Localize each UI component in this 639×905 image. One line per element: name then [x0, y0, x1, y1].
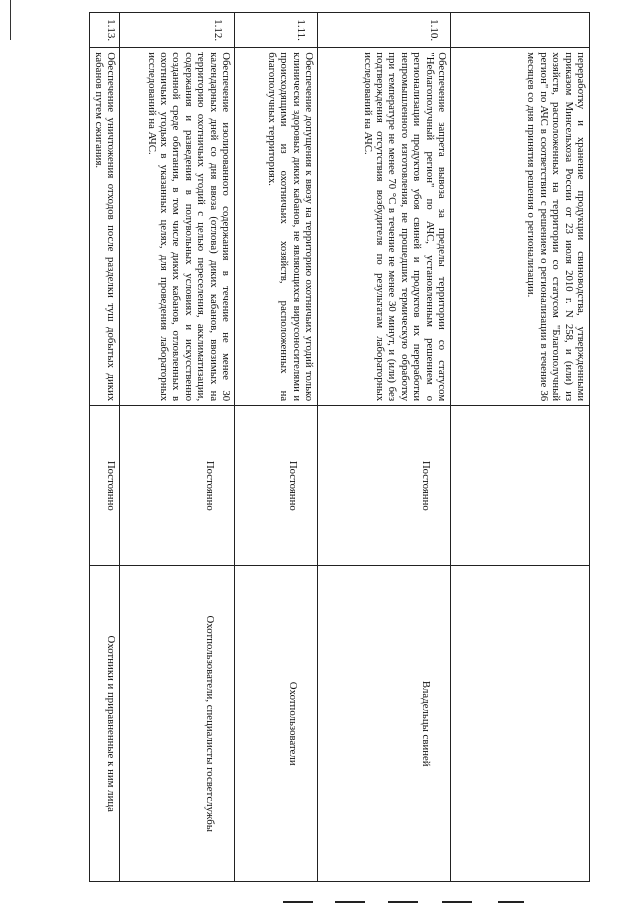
measure-responsible: Владельцы свиней	[318, 566, 451, 882]
scan-dash-mark	[442, 901, 472, 903]
measure-description: Обеспечение запрета вывоза за пределы территории со статусом "Неблагополучный регион" по АЧС, установленным решением о регионализации продуктов убоя свиней и продуктов их переработки непромышленного изготовления, не прошедших термическую обработку при температуре не менее 70 °C в течение не менее 30 минут, и (или) без подтверждения отсутствия возбудителя по результатам лабораторных исследований на АЧС.	[318, 48, 451, 406]
measure-responsible: Охотники и приравненные к ним лица	[90, 566, 120, 882]
scan-dash-mark	[283, 901, 313, 903]
row-number: 1.13.	[90, 13, 120, 48]
table-row	[120, 13, 235, 882]
row-number: 1.11.	[235, 13, 318, 48]
scan-dash-mark	[335, 901, 365, 903]
row-number: 1.12.	[120, 13, 235, 48]
row-number	[451, 13, 590, 48]
measures-table	[89, 12, 590, 882]
measure-term: Постоянно	[235, 406, 318, 566]
measure-description: Обеспечение уничтожения отходов после разделки туш добытых диких кабанов путем сжигания.	[90, 48, 120, 406]
table-row	[90, 13, 120, 882]
table-row	[318, 13, 451, 882]
table-row	[235, 13, 318, 882]
measure-term: Постоянно	[120, 406, 235, 566]
measure-description: Обеспечение допущения к ввозу на территорию охотничьих угодий только клинически здоровых диких кабанов, не являющихся вирусоносителями и происходящими из охотничьих хозяйств, расположенных на благополучных территориях.	[235, 48, 318, 406]
measure-description: Обеспечение изолированного содержания в течение не менее 30 календарных дней со дня ввоза (отлова) диких кабанов, ввозимых на территорию охотничьих угодий с целью переселения, акклиматизации, содержания и разведения в полувольных условиях и искусственно созданной среде обитания, в том числе диких кабанов, отловленных в охотничьих угодьях в указанных целях, для проведения лабораторных исследований на АЧС.	[120, 48, 235, 406]
measure-term	[451, 406, 590, 566]
scan-dash-mark	[388, 901, 418, 903]
table-row	[451, 13, 590, 882]
scan-dash-mark	[498, 901, 524, 903]
measure-description: переработку и хранение продукции свиноводства, утвержденными приказом Минсельхоза России от 23 июля 2010 г. N 258, и (или) из хозяйств, расположенных на территории со статусом "Благополучный регион" по АЧС в соответствии с решением о регионализации в течение 36 месяцев со дня принятия решения о регионализации.	[451, 48, 590, 406]
measure-responsible	[451, 566, 590, 882]
scan-edge-line	[10, 0, 11, 40]
measure-term: Постоянно	[318, 406, 451, 566]
row-number: 1.10.	[318, 13, 451, 48]
measure-responsible: Охотпользователи, специалисты госветслужбы	[120, 566, 235, 882]
measure-responsible: Охотпользователи	[235, 566, 318, 882]
rotated-table-region	[42, 12, 590, 882]
measure-term: Постоянно	[90, 406, 120, 566]
